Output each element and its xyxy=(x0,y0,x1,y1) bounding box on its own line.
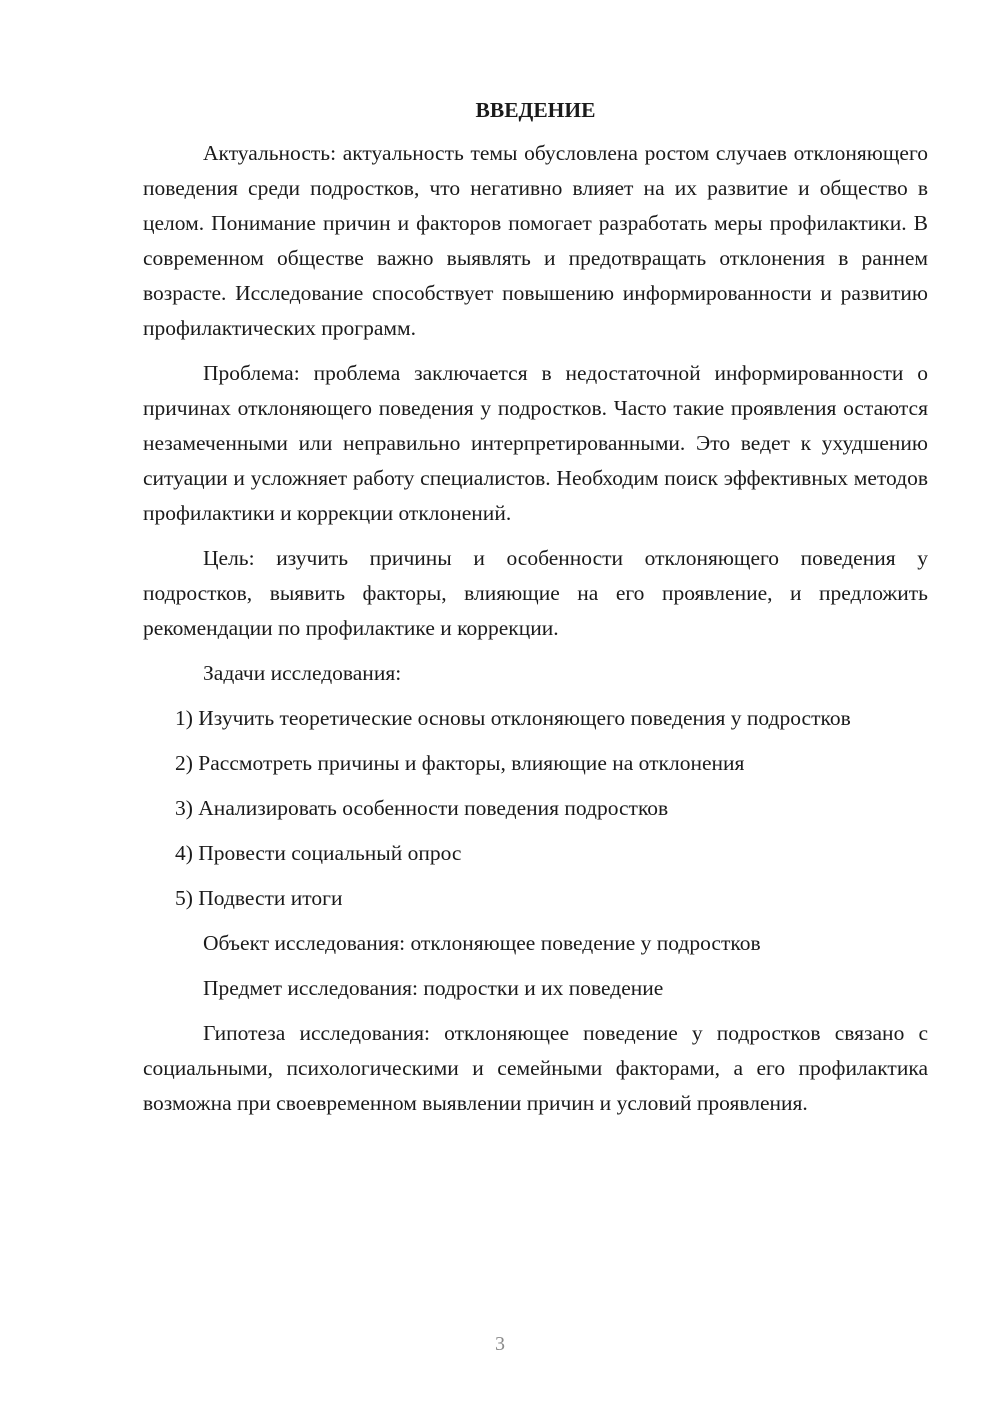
goal-paragraph: Цель: изучить причины и особенности отклоняющего поведения у подростков, выявить факторы, влияющие на его проявление, и предложить рекомендации по профилактике и коррекции. xyxy=(143,546,928,640)
page-title: ВВЕДЕНИЕ xyxy=(475,98,596,122)
problem-paragraph: Проблема: проблема заключается в недостаточной информированности о причинах отклоняющего поведения у подростков. Часто такие проявления остаются незамеченными или неправильно интерпретированными. Это ведет к ухудшению ситуации и усложняет работу специалистов. Необходим поиск эффективных методов профилактики и коррекции отклонений. xyxy=(143,361,928,525)
relevance-paragraph: Актуальность: актуальность темы обусловлена ростом случаев отклоняющего поведения среди подростков, что негативно влияет на их развитие и общество в целом. Понимание причин и факторов помогает разработать меры профилактики. В современном обществе важно выявлять и предотвращать отклонения в раннем возрасте. Исследование способствует повышению информированности и развитию профилактических программ. xyxy=(143,141,928,340)
document-page xyxy=(143,90,928,1131)
list-item: 4) Провести социальный опрос xyxy=(175,841,462,865)
list-item: 2) Рассмотреть причины и факторы, влияющие на отклонения xyxy=(175,751,745,775)
subject-paragraph: Предмет исследования: подростки и их поведение xyxy=(203,976,664,1000)
list-item: 1) Изучить теоретические основы отклоняющего поведения у подростков xyxy=(175,706,851,730)
hypothesis-paragraph: Гипотеза исследования: отклоняющее поведение у подростков связано с социальными, психологическими и семейными факторами, а его профилактика возможна при своевременном выявлении причин и условий проявления. xyxy=(143,1021,928,1115)
page-number: 3 xyxy=(495,1333,505,1355)
object-paragraph: Объект исследования: отклоняющее поведение у подростков xyxy=(203,931,761,955)
tasks-heading: Задачи исследования: xyxy=(203,661,402,685)
list-item: 5) Подвести итоги xyxy=(175,886,343,910)
tasks-list xyxy=(143,701,928,916)
list-item: 3) Анализировать особенности поведения подростков xyxy=(175,796,669,820)
